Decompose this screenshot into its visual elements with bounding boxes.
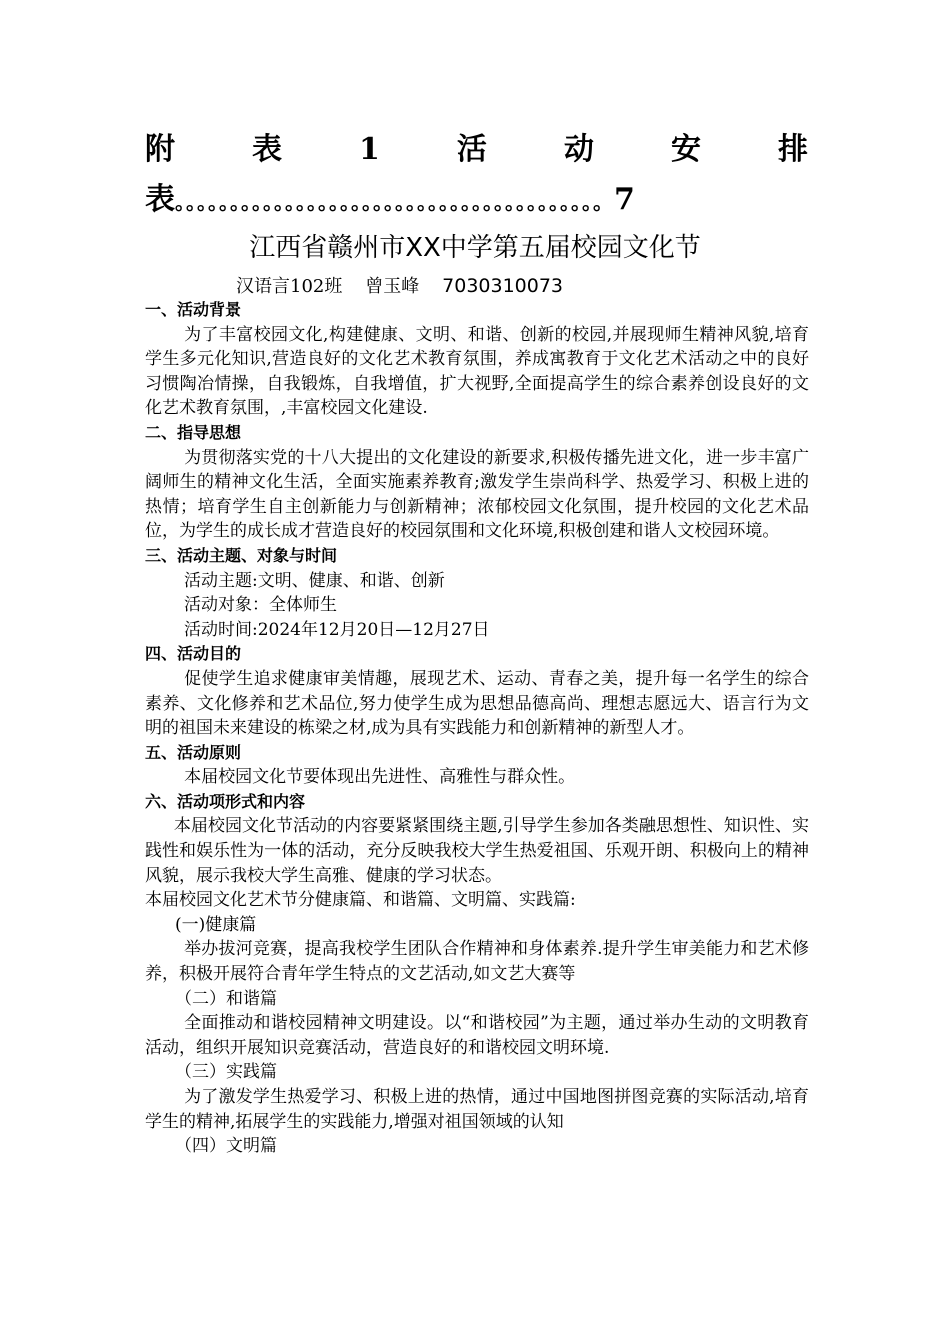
student-id: 7030310073 [442,275,564,297]
author-name: 曾玉峰 [365,276,420,297]
section-heading: 六、活动项形式和内容 [145,791,306,811]
toc-entry-line1 [145,128,808,172]
toc-char: 活 [456,132,487,167]
toc-char: 1 [359,132,380,167]
toc-char: 表 [145,182,175,217]
toc-entry-line2 [145,178,808,224]
toc-char: 表 [252,132,283,167]
class-name: 汉语言102班 [236,276,343,297]
section-heading: 二、指导思想 [145,422,242,442]
document-body [145,298,809,1159]
activity-audience: 活动对象：全体师生 [184,595,337,616]
toc-char: 动 [563,132,594,167]
section-heading: 三、活动主题、对象与时间 [145,545,338,565]
toc-page-number: 7 [614,182,635,217]
section-heading: 四、活动目的 [145,644,242,664]
author-line [236,272,563,301]
activity-theme: 活动主题:文明、健康、和谐、创新 [184,570,445,591]
section-paragraph: 本届校园文化节活动的内容要紧紧围绕主题,引导学生参加各类融思想性、知识性、实践性和娱乐性为一体的活动，充分反映我校大学生热爱祖国、乐观开朗、积极向上的精神风貌，展示我校大学生高雅、健康的学习状态。 [145,816,809,886]
toc-char: 附 [145,132,175,167]
section-overview: 本届校园文化艺术节分健康篇、和谐篇、文明篇、实践篇: [145,890,576,911]
activity-time: 活动时间:2024年12月20日—12月27日 [184,619,490,640]
subsection-paragraph: 为了激发学生热爱学习、积极上进的热情，通过中国地图拼图竞赛的实际活动,培育学生的精神,拓展学生的实践能力,增强对祖国领域的认知 [145,1087,809,1132]
section-paragraph: 为了丰富校园文化,构建健康、文明、和谐、创新的校园,并展现师生精神风貌,培育学生多元化知识,营造良好的文化艺术教育氛围，养成寓教育于文化艺术活动之中的良好习惯陶冶情操，自我锻炼，自我增值，扩大视野,全面提高学生的综合素养创设良好的文化艺术教育氛围，,丰富校园文化建设. [145,324,809,419]
section-paragraph: 促使学生追求健康审美情趣，展现艺术、运动、青春之美，提升每一名学生的综合素养、文化修养和艺术品位,努力使学生成为思想品德高尚、理想志愿远大、语言行为文明的祖国未来建设的栋梁之材,成为具有实践能力和创新精神的新型人才。 [145,668,809,739]
section-heading: 五、活动原则 [145,742,242,762]
subsection-title: （四）文明篇 [175,1136,277,1157]
toc-leader-dots: 。。。。。。。。。。。。。。。。。。。。。。。。。。。。。。。。。。。。。。。 [175,190,614,214]
section-paragraph: 本届校园文化节要体现出先进性、高雅性与群众性。 [184,767,576,788]
subsection-paragraph: 全面推动和谐校园精神文明建设。以“和谐校园”为主题，通过举办生动的文明教育活动，组织开展知识竞赛活动，营造良好的和谐校园文明环境. [145,1013,809,1058]
section-paragraph: 为贯彻落实党的十八大提出的文化建设的新要求,积极传播先进文化，进一步丰富广阔师生的精神文化生活，全面实施素养教育;激发学生崇尚科学、热爱学习、积极上进的热情；培育学生自主创新能力与创新精神；浓郁校园文化氛围，提升校园的文化艺术品位，为学生的成长成才营造良好的校园氛围和文化环境,积极创建和谐人文校园环境。 [145,447,809,542]
subsection-paragraph: 举办拔河竞赛，提高我校学生团队合作精神和身体素养.提升学生审美能力和艺术修养，积极开展符合青年学生特点的文艺活动,如文艺大赛等 [145,939,809,985]
document-title: 江西省赣州市XX中学第五届校园文化节 [249,233,701,263]
toc-char: 安 [670,132,701,167]
subsection-title: （二）和谐篇 [175,988,277,1009]
toc-char: 排 [777,132,808,167]
subsection-title: (一)健康篇 [175,914,257,935]
section-heading: 一、活动背景 [145,300,242,319]
subsection-title: （三）实践篇 [175,1062,277,1083]
